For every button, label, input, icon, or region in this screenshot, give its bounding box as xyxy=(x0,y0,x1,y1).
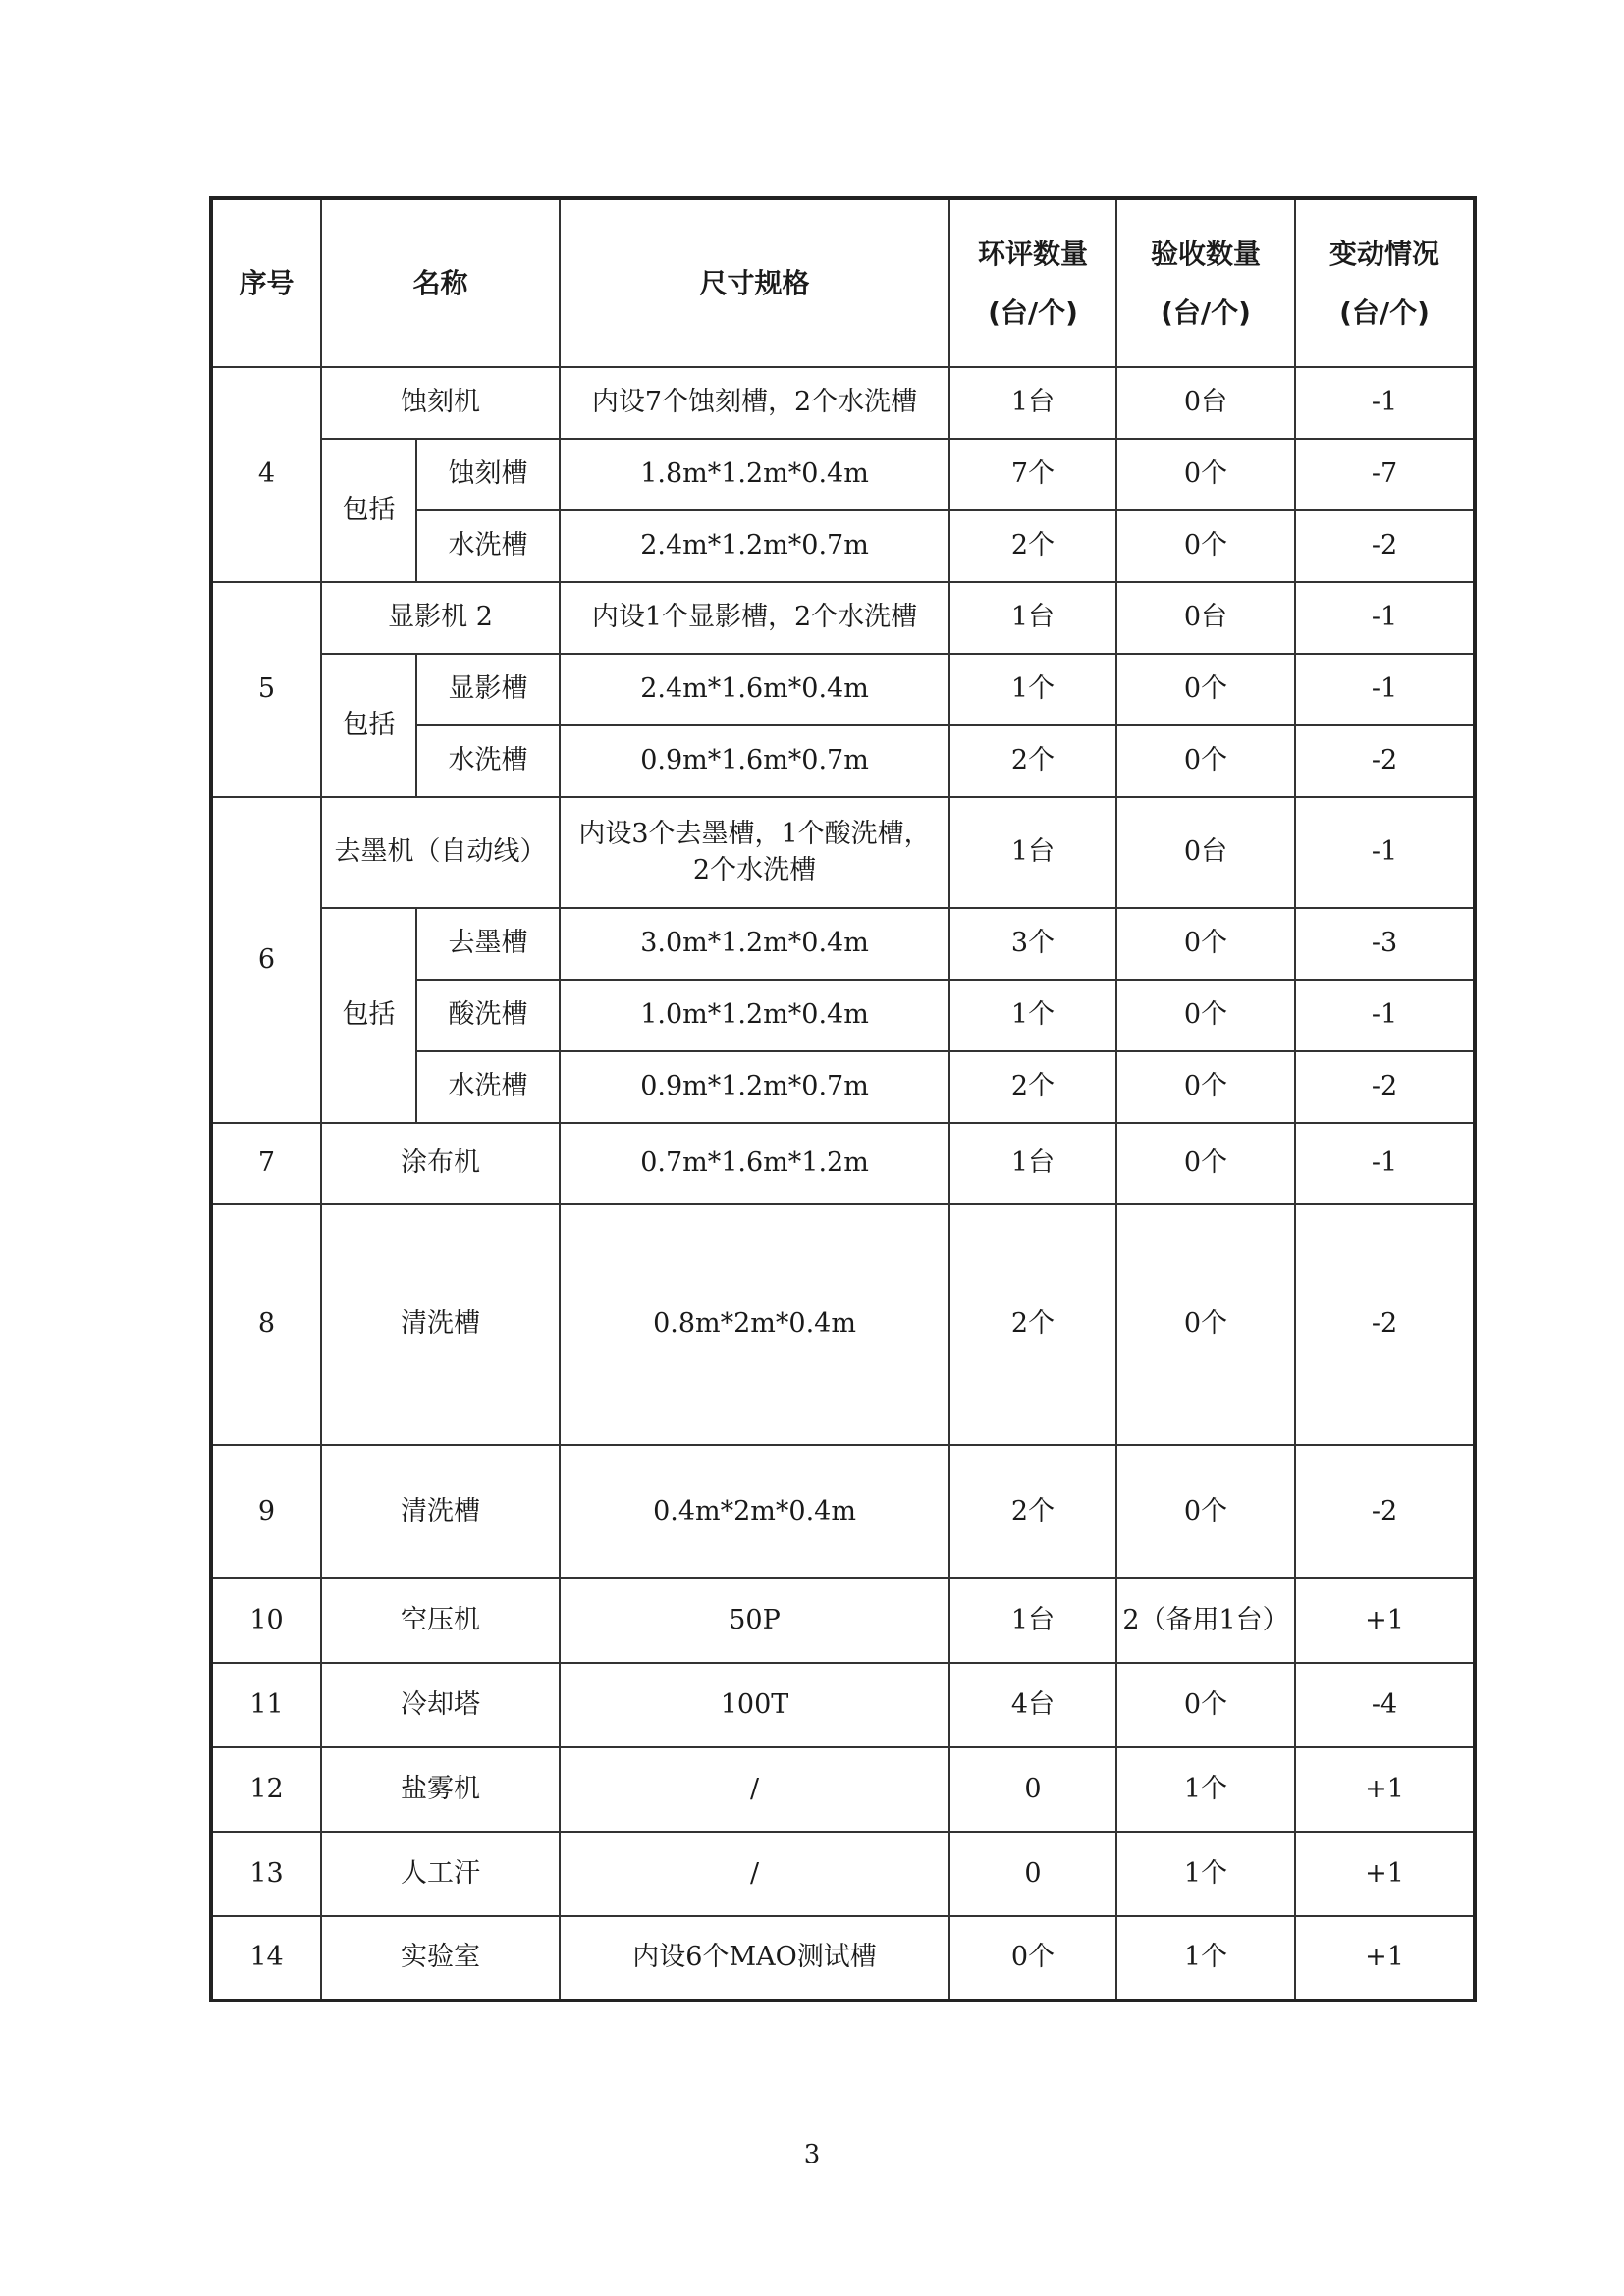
sub-change: -2 xyxy=(1295,510,1475,582)
row-change: -2 xyxy=(1295,1445,1475,1578)
row-spec: 内设7个蚀刻槽，2个水洗槽 xyxy=(560,367,949,439)
sub-spec: 0.9m*1.6m*0.7m xyxy=(560,725,949,797)
row-change: -1 xyxy=(1295,797,1475,908)
table-row xyxy=(211,439,1475,510)
row-accept: 1个 xyxy=(1116,1747,1295,1832)
row-change: -4 xyxy=(1295,1663,1475,1747)
row-index: 11 xyxy=(211,1663,321,1747)
row-spec: 内设1个显影槽，2个水洗槽 xyxy=(560,582,949,654)
table-row xyxy=(211,797,1475,908)
row-name: 冷却塔 xyxy=(321,1663,560,1747)
sub-eia: 1个 xyxy=(949,980,1116,1051)
row-index: 10 xyxy=(211,1578,321,1663)
row-spec-line2: 2个水洗槽 xyxy=(692,854,817,885)
sub-change: -7 xyxy=(1295,439,1475,510)
row-eia: 2个 xyxy=(949,1204,1116,1445)
sub-change: -1 xyxy=(1295,980,1475,1051)
row-accept: 0台 xyxy=(1116,367,1295,439)
sub-spec: 2.4m*1.2m*0.7m xyxy=(560,510,949,582)
row-change: +1 xyxy=(1295,1916,1475,2001)
header-name: 名称 xyxy=(321,198,560,367)
table-row xyxy=(211,1663,1475,1747)
row-spec: 0.4m*2m*0.4m xyxy=(560,1445,949,1578)
row-spec-line1: 内设3个去墨槽，1个酸洗槽， xyxy=(578,819,931,850)
sub-spec: 1.8m*1.2m*0.4m xyxy=(560,439,949,510)
row-name: 清洗槽 xyxy=(321,1204,560,1445)
sub-spec: 0.9m*1.2m*0.7m xyxy=(560,1051,949,1123)
include-label: 包括 xyxy=(321,908,416,1123)
row-spec: / xyxy=(560,1832,949,1916)
sub-eia: 2个 xyxy=(949,510,1116,582)
row-eia: 2个 xyxy=(949,1445,1116,1578)
row-accept: 0个 xyxy=(1116,1204,1295,1445)
row-change: +1 xyxy=(1295,1578,1475,1663)
row-accept: 0个 xyxy=(1116,1445,1295,1578)
table-row xyxy=(211,1578,1475,1663)
row-name: 人工汗 xyxy=(321,1832,560,1916)
header-accept-line2: (台/个) xyxy=(1161,295,1251,329)
header-eia-qty xyxy=(949,198,1116,367)
row-index: 9 xyxy=(211,1445,321,1578)
row-eia: 1台 xyxy=(949,797,1116,908)
table-row xyxy=(211,1747,1475,1832)
header-accept-qty xyxy=(1116,198,1295,367)
header-index: 序号 xyxy=(211,198,321,367)
header-row xyxy=(211,198,1475,367)
row-accept: 1个 xyxy=(1116,1832,1295,1916)
row-accept: 2（备用1台） xyxy=(1116,1578,1295,1663)
sub-change: -3 xyxy=(1295,908,1475,980)
equipment-table xyxy=(209,196,1477,2002)
sub-change: -2 xyxy=(1295,1051,1475,1123)
row-accept: 0个 xyxy=(1116,1663,1295,1747)
page-number: 3 xyxy=(803,2140,821,2169)
table-row xyxy=(211,908,1475,980)
row-name: 显影机 2 xyxy=(321,582,560,654)
row-spec: 100T xyxy=(560,1663,949,1747)
header-eia-line1: 环评数量 xyxy=(978,237,1089,270)
include-label: 包括 xyxy=(321,654,416,797)
sub-spec: 2.4m*1.6m*0.4m xyxy=(560,654,949,725)
row-eia: 0 xyxy=(949,1832,1116,1916)
row-index: 6 xyxy=(211,797,321,1123)
sub-name: 水洗槽 xyxy=(416,510,560,582)
table-row xyxy=(211,1445,1475,1578)
row-change: +1 xyxy=(1295,1832,1475,1916)
sub-spec: 1.0m*1.2m*0.4m xyxy=(560,980,949,1051)
sub-accept: 0个 xyxy=(1116,1051,1295,1123)
row-accept: 0个 xyxy=(1116,1123,1295,1204)
row-eia: 0 xyxy=(949,1747,1116,1832)
sub-name: 显影槽 xyxy=(416,654,560,725)
row-spec: 50P xyxy=(560,1578,949,1663)
sub-change: -1 xyxy=(1295,654,1475,725)
header-change-line1: 变动情况 xyxy=(1329,237,1440,270)
row-change: -1 xyxy=(1295,582,1475,654)
row-index: 8 xyxy=(211,1204,321,1445)
row-index: 14 xyxy=(211,1916,321,2001)
row-index: 7 xyxy=(211,1123,321,1204)
row-change: -2 xyxy=(1295,1204,1475,1445)
sub-eia: 7个 xyxy=(949,439,1116,510)
sub-accept: 0个 xyxy=(1116,510,1295,582)
sub-eia: 3个 xyxy=(949,908,1116,980)
row-name: 空压机 xyxy=(321,1578,560,1663)
header-eia-line2: (台/个) xyxy=(988,295,1078,329)
row-name: 去墨机（自动线） xyxy=(321,797,560,908)
row-change: -1 xyxy=(1295,367,1475,439)
row-change: +1 xyxy=(1295,1747,1475,1832)
row-name: 蚀刻机 xyxy=(321,367,560,439)
row-index: 12 xyxy=(211,1747,321,1832)
table-row xyxy=(211,582,1475,654)
row-spec xyxy=(560,797,949,908)
row-name: 盐雾机 xyxy=(321,1747,560,1832)
row-index: 5 xyxy=(211,582,321,797)
row-eia: 1台 xyxy=(949,582,1116,654)
table-row xyxy=(211,654,1475,725)
row-eia: 1台 xyxy=(949,1123,1116,1204)
row-name: 涂布机 xyxy=(321,1123,560,1204)
header-accept-line1: 验收数量 xyxy=(1151,237,1262,270)
row-spec: 0.7m*1.6m*1.2m xyxy=(560,1123,949,1204)
row-eia: 4台 xyxy=(949,1663,1116,1747)
table-row xyxy=(211,1916,1475,2001)
row-spec: 0.8m*2m*0.4m xyxy=(560,1204,949,1445)
table-row xyxy=(211,1832,1475,1916)
sub-eia: 1个 xyxy=(949,654,1116,725)
sub-name: 酸洗槽 xyxy=(416,980,560,1051)
sub-accept: 0个 xyxy=(1116,725,1295,797)
row-index: 4 xyxy=(211,367,321,582)
sub-accept: 0个 xyxy=(1116,439,1295,510)
sub-change: -2 xyxy=(1295,725,1475,797)
table-row xyxy=(211,367,1475,439)
row-eia: 1台 xyxy=(949,367,1116,439)
row-accept: 0台 xyxy=(1116,582,1295,654)
sub-name: 水洗槽 xyxy=(416,1051,560,1123)
sub-accept: 0个 xyxy=(1116,980,1295,1051)
row-change: -1 xyxy=(1295,1123,1475,1204)
sub-spec: 3.0m*1.2m*0.4m xyxy=(560,908,949,980)
row-index: 13 xyxy=(211,1832,321,1916)
row-spec: 内设6个MAO测试槽 xyxy=(560,1916,949,2001)
row-eia: 1台 xyxy=(949,1578,1116,1663)
sub-eia: 2个 xyxy=(949,725,1116,797)
row-spec: / xyxy=(560,1747,949,1832)
row-name: 清洗槽 xyxy=(321,1445,560,1578)
header-change xyxy=(1295,198,1475,367)
table-row xyxy=(211,1123,1475,1204)
sub-name: 水洗槽 xyxy=(416,725,560,797)
sub-name: 去墨槽 xyxy=(416,908,560,980)
sub-eia: 2个 xyxy=(949,1051,1116,1123)
table-row xyxy=(211,1204,1475,1445)
include-label: 包括 xyxy=(321,439,416,582)
row-eia: 0个 xyxy=(949,1916,1116,2001)
sub-name: 蚀刻槽 xyxy=(416,439,560,510)
row-accept: 1个 xyxy=(1116,1916,1295,2001)
sub-accept: 0个 xyxy=(1116,654,1295,725)
header-spec: 尺寸规格 xyxy=(560,198,949,367)
sub-accept: 0个 xyxy=(1116,908,1295,980)
header-change-line2: (台/个) xyxy=(1339,295,1430,329)
row-accept: 0台 xyxy=(1116,797,1295,908)
row-name: 实验室 xyxy=(321,1916,560,2001)
